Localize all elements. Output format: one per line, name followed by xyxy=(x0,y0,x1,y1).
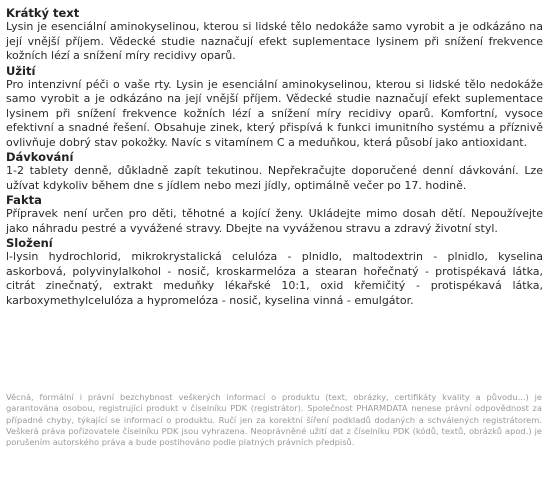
section-body: 1-2 tablety denně, důkladně zapít tekutinou. Nepřekračujte doporučené denní dávkování. Lze užívat kdykoliv během dne s jídlem nebo mezi jídly, optimálně večer po 17. hodině. xyxy=(6,164,543,192)
section-facts xyxy=(6,193,543,236)
section-body: l-lysin hydrochlorid, mikrokrystalická celulóza - plnidlo, maltodextrin - plnidlo, kyselina askorbová, polyvinylalkohol - nosič, kroskarmelóza a stearan hořečnatý - protispékavá látka, citrát zinečnatý, extrakt meduňky lékařské 10:1, oxid křemičitý - protispékavá látka, karboxymethylcelulóza a hypromelóza - nosič, kyselina vinná - emulgátor. xyxy=(6,250,543,307)
section-usage xyxy=(6,64,543,151)
section-body: Přípravek není určen pro děti, těhotné a kojící ženy. Ukládejte mimo dosah dětí. Nepoužívejte jako náhradu pestré a vyvážené stravy. Dbejte na vyváženou stravu a zdravý životní styl. xyxy=(6,207,543,235)
section-heading: Složení xyxy=(6,236,53,250)
section-body: Lysin je esenciální aminokyselinou, kterou si lidské tělo nedokáže samo vyrobit a je odkázáno na její vnější příjem. Vědecké studie naznačují efekt suplementace lysinem při snížení frekvence kožních lézí a snížení míry recidivy oparů. xyxy=(6,20,543,62)
legal-disclaimer: Věcná, formální i právní bezchybnost veškerých informací o produktu (text, obrázky, certifikáty kvality a původu...) je garantována osobou, registrující produkt v číselníku PDK (registrátor). Společnost PHARMDATA nenese právní odpovědnost za případné chyby, týkající se informací o produktu. Ručí jen za korektní šíření podkladů dodaných a schválených registrátorem. Veškerá práva pořizovatele číselníku PDK jsou vyhrazena. Neoprávněné užití dat z číselníku PDK (kódů, textů, obrázků apod.) je porušením autorského práva a bude postihováno podle platných právních předpisů. xyxy=(6,392,542,448)
section-dosage xyxy=(6,150,543,193)
section-heading: Užití xyxy=(6,63,36,78)
section-body: Pro intenzivní péči o vaše rty. Lysin je esenciální aminokyselinou, kterou si lidské tělo nedokáže samo vyrobit a je odkázáno na její vnější příjem. Vědecké studie naznačují efekt suplementace lysinem při snížení frekvence kožních lézí a snížení míry recidivy oparů. Komfortní, vysoce efektivní a snadné řešení. Obsahuje zinek, který přispívá k funkci imunitního systému a příznivě ovlivňuje dobrý stav pokožky. Navíc s vitamínem C a meduňkou, která působí jako antioxidant. xyxy=(6,77,543,149)
section-heading: Dávkování xyxy=(6,150,74,164)
section-heading: Fakta xyxy=(6,193,42,207)
section-composition xyxy=(6,236,543,308)
section-heading: Krátký text xyxy=(6,6,80,20)
section-short-text xyxy=(6,6,543,64)
